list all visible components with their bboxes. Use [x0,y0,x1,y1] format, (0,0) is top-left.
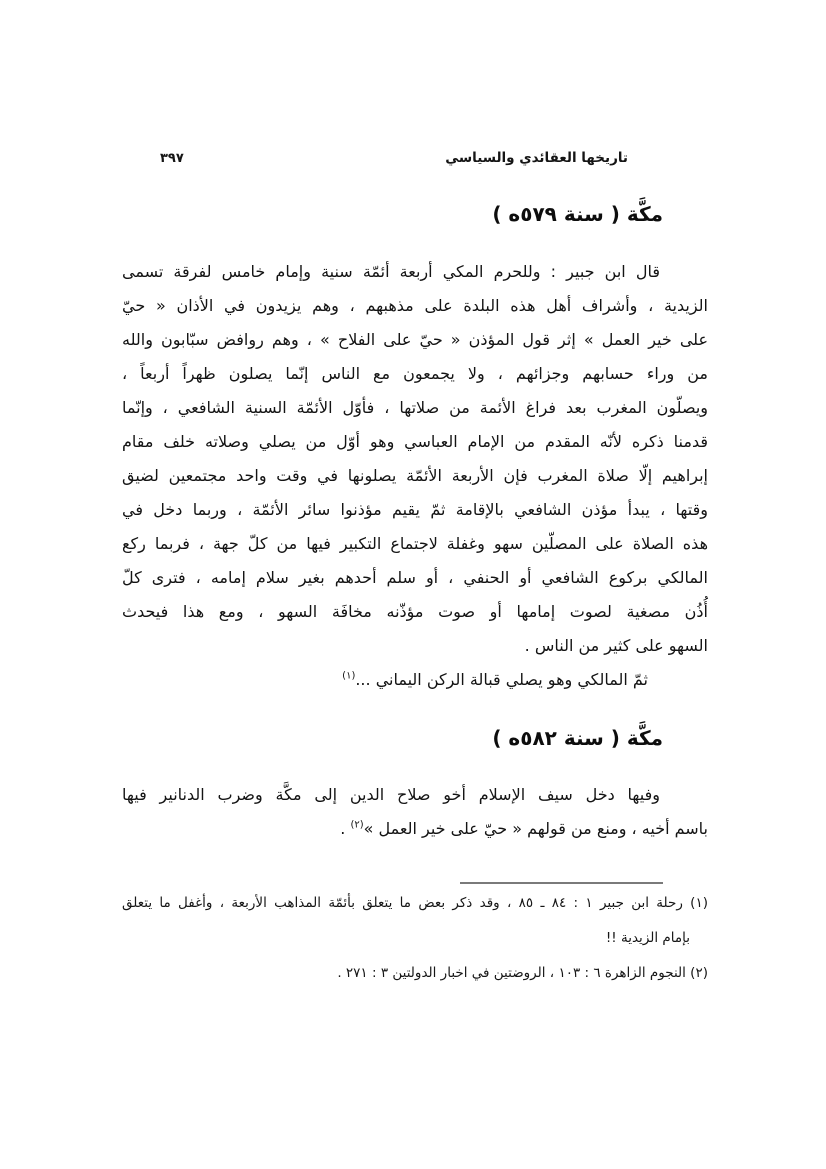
footnote-separator-rule [460,882,663,884]
paragraph-line: هذه الصلاة على المصلّين سهو وغفلة لاجتماع التكبير فيها من كلّ جهة ، فربما ركع [122,534,708,553]
paragraph-line: قال ابن جبير : وللحرم المكي أربعة أئمّة سنية وإمام خامس لفرقة تسمى [122,262,660,281]
section-heading-579: مكَّة ( سنة ٥٧٩ه ) [492,202,663,226]
page-number: ٣٩٧ [160,151,184,166]
footnote-1-line-2: بإمام الزيدية !! [605,930,690,946]
paragraph-section-579 [122,255,708,697]
paragraph-line: أُذُن مصغية لصوت إمامها أو صوت مؤذّنه مخافَة السهو ، ومع هذا فيحدث [122,602,708,621]
paragraph-line: وقتها ، يبدأ مؤذن الشافعي بالإقامة ثمّ يقيم مؤذنوا سائر الأئمّة ، وربما دخل في [122,500,708,519]
paragraph-line: إبراهيم إلّا صلاة المغرب فإن الأربعة الأئمّة يصلونها في وقت واحد مجتمعين لضيق [122,466,708,485]
paragraph-line-text: ثمّ المالكي وهو يصلي قبالة الركن اليماني ... [355,670,648,689]
paragraph-line: قدمنا ذكره لأنّه المقدم من الإمام العباسي وهو أوّل من يصلي وصلاته خلف مقام [122,432,708,451]
footnote-ref-1: (١) [342,670,356,682]
paragraph-line-text: باسم أخيه ، ومنع من قولهم « حيّ على خير العمل » [363,819,708,838]
paragraph-line: ويصلّون المغرب بعد فراغ الأئمة من صلاتها ، فأوّل الأئمّة السنية الشافعي ، وإنّما [122,398,708,417]
footnote-1-line-1: (١) رحلة ابن جبير ١ : ٨٤ ـ ٨٥ ، وقد ذكر بعض ما يتعلق بأئمّة المذاهب الأربعة ، وأغفل ما يتعلق [122,895,708,911]
paragraph-line: على خير العمل » إثر قول المؤذن « حيّ على الفلاح » ، وهم روافض سبّابون والله [122,330,708,349]
paragraph-line: المالكي بركوع الشافعي أو الحنفي ، أو سلم أحدهم بغير سلام إمامه ، فترى كلّ [122,568,708,587]
paragraph-line: وفيها دخل سيف الإسلام أخو صلاح الدين إلى مكَّة وضرب الدنانير فيها [122,785,660,804]
footnotes-block [122,886,708,991]
paragraph-line: الزيدية ، وأشراف أهل هذه البلدة على مذهبهم ، وهم يزيدون في الأذان « حيّ [122,296,708,315]
footnote-2-line-1: (٢) النجوم الزاهرة ٦ : ١٠٣ ، الروضتين في اخبار الدولتين ٣ : ٢٧١ . [337,965,708,981]
paragraph-line [122,663,708,697]
paragraph-line: السهو على كثير من الناس . [524,636,708,655]
running-header-title: تاريخها العقائدي والسياسي [445,150,628,166]
paragraph-line [122,812,708,846]
section-heading-582: مكَّة ( سنة ٥٨٢ه ) [492,726,663,750]
paragraph-line: من وراء حسابهم وجزائهم ، ولا يجمعون مع الناس إنّما يصلون ظهراً أربعاً ، [122,364,708,383]
paragraph-section-582 [122,778,708,846]
footnote-ref-2: (٢) [350,819,364,831]
sentence-period: . [340,819,351,838]
